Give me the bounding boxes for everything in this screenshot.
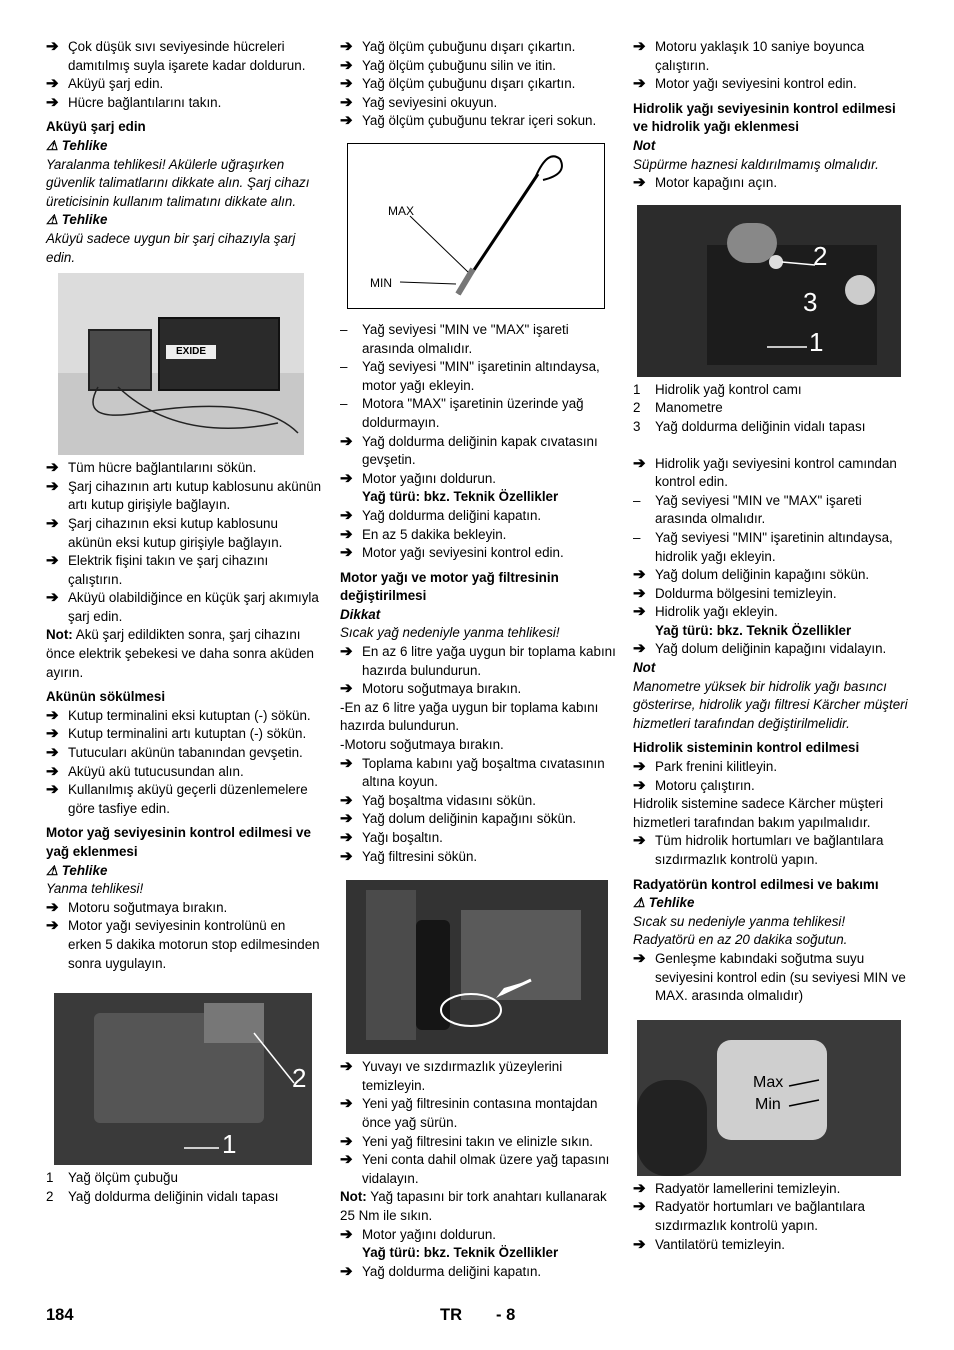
note-text: Manometre yüksek bir hidrolik yağı basıncı gösterirse, hidrolik yağı filtresi Kärcher müşteri hizmetleri tarafından değiştirilmelidir. [633,678,908,731]
arrow-icon: ➔ [46,93,59,111]
legend-item: 3 Yağ doldurma deliğinin vidalı tapası [633,418,866,434]
photo-leader-lines [637,205,901,377]
step: ➔ Yağ doldurma deliğinin kapak cıvatasını gevşetin. [340,433,616,470]
step: ➔ Yağ seviyesini okuyun. [340,93,498,111]
photo-label-2: 2 [813,240,828,271]
arrow-icon: ➔ [340,847,353,865]
arrow-icon: ➔ [340,38,353,55]
dipstick-diagram [347,143,605,309]
plain-text: -En az 6 litre yağa uygun bir toplama kabını hazırda bulundurun. [340,699,599,734]
arrow-icon: ➔ [340,1058,353,1076]
arrow-icon: ➔ [633,38,646,55]
arrow-icon: ➔ [340,1151,353,1169]
warning-triangle-icon: ⚠ [633,895,646,911]
step: ➔ Motor kapağını açın. [633,174,778,192]
column-3 [633,38,909,1254]
min-label: Min [755,1095,781,1113]
step: ➔ Tüm hücre bağlantılarını sökün. [46,459,257,477]
dash-item: – Yağ seviyesi "MIN" işaretinin altındaysa, motor yağı ekleyin. [340,359,600,393]
plain-text: Hidrolik sistemine sadece Kärcher müşteri hizmetleri tarafından bakım yapılmalıdır. [633,796,884,830]
warning-label: ⚠ Tehlike [633,895,695,911]
step: ➔ Aküyü akü tutucusundan alın. [46,762,244,780]
arrow-icon: ➔ [46,477,59,495]
step: ➔ Yağ ölçüm çubuğunu dışarı çıkartın. [340,75,576,93]
column-1 [46,38,322,1206]
arrow-icon: ➔ [633,640,646,658]
arrow-icon: ➔ [340,829,353,846]
note-label: Not [633,660,656,676]
warning-triangle-icon: ⚠ [46,212,59,228]
hydraulic-tank-photo [637,205,901,377]
battery-charger-photo: EXIDE [58,273,304,455]
arrow-icon: ➔ [340,810,353,828]
language-code: TR [440,1306,462,1324]
arrow-icon: ➔ [340,506,353,524]
section-heading: Motor yağı ve motor yağ filtresinin değiştirilmesi [340,569,559,604]
section-heading: Aküyü şarj edin [46,119,146,135]
arrow-icon: ➔ [46,514,59,532]
step: ➔ Yağ ölçüm çubuğunu tekrar içeri sokun. [340,112,597,130]
page-number: 184 [46,1306,74,1324]
arrow-icon: ➔ [340,643,353,661]
arrow-icon: ➔ [46,898,59,916]
dash-item: – Yağ seviyesi "MIN" işaretinin altındaysa, hidrolik yağı ekleyin. [633,529,893,564]
step: ➔ Motoru soğutmaya bırakın. [340,680,522,698]
step: ➔ Doldurma bölgesini temizleyin. [633,584,837,602]
photo-label-1: 1 [809,326,824,357]
arrow-icon: ➔ [340,56,353,74]
arrow-icon: ➔ [633,832,646,850]
arrow-icon: ➔ [340,1225,353,1243]
step: ➔ Yeni yağ filtresinin contasına montajdan önce yağ sürün. [340,1095,616,1132]
section-heading: Hidrolik yağı seviyesinin kontrol edilmesi ve hidrolik yağı eklenmesi [633,100,896,135]
cable-lines [58,273,304,455]
note: Not: Akü şarj edildikten sonra, şarj cihazını önce elektrik şebekesi ve daha sonra aküden ayırın. [46,627,314,680]
step: ➔ En az 5 dakika bekleyin. [340,525,507,543]
legend-item: 2 Yağ doldurma deliğinin vidalı tapası [46,1188,279,1204]
max-label: MAX [388,203,415,218]
section-heading: Motor yağ seviyesinin kontrol edilmesi ve yağ eklenmesi [46,825,311,859]
step: ➔ Yuvayı ve sızdırmazlık yüzeylerini temizleyin. [340,1058,616,1095]
step: ➔ Motor yağını doldurun. [340,469,496,487]
step: ➔ Şarj cihazının eksi kutup kablosunu akünün eksi kutup girişiyle bağlayın. [46,515,322,552]
step: ➔ Radyatör hortumları ve bağlantılara sızdırmazlık kontrolü yapın. [633,1198,909,1235]
step: ➔ Motor yağı seviyesini kontrol edin. [340,544,564,562]
arrow-icon: ➔ [340,93,353,111]
step: ➔ Elektrik fişini takın ve şarj cihazını çalıştırın. [46,552,322,589]
step: ➔ Kullanılmış aküyü geçerli düzenlemelere göre tasfiye edin. [46,781,322,818]
step: ➔ Yağ doldurma deliğini kapatın. [340,506,542,524]
legend-item: 2 Manometre [633,400,723,416]
photo-leader-lines [54,993,312,1165]
step: ➔ Çok düşük sıvı seviyesinde hücreleri damıtılmış suyla işarete kadar doldurun. [46,38,322,75]
warning-text: Yaralanma tehlikesi! Akülerle uğraşırken güvenlik talimatlarını dikkate alın. Şarj cihazı üreticisinin kullanım talimatını dikkate alın. [46,156,310,209]
step: ➔ Radyatör lamellerini temizleyin. [633,1179,841,1197]
arrow-icon: ➔ [46,75,59,93]
arrow-icon: ➔ [340,1132,353,1150]
step: ➔ Yağ doldurma deliğini kapatın. [340,1262,542,1280]
step: ➔ Yeni conta dahil olmak üzere yağ tapasını vidalayın. [340,1151,616,1188]
arrow-icon: ➔ [633,75,646,93]
section-page: - 8 [496,1306,516,1324]
dash-item: – Yağ seviyesi "MIN ve "MAX" işareti arasında olmalıdır. [633,492,862,527]
oil-type: Yağ türü: bkz. Teknik Özellikler [362,1245,559,1261]
note-label: Not [633,137,656,153]
step: ➔ Motor yağı seviyesinin kontrolünü en erken 5 dakika motorun stop edilmesinden sonra uygulayın. [46,917,322,973]
warning-text: Sıcak su nedeniyle yanma tehlikesi! Radyatörü en az 20 dakika soğutun. [633,913,848,948]
step: ➔ Hidrolik yağı seviyesini kontrol camından kontrol edin. [633,455,909,492]
arrow-icon: ➔ [633,758,646,776]
step: ➔ Vantilatörü temizleyin. [633,1235,785,1253]
arrow-icon: ➔ [633,566,646,584]
warning-label: ⚠ Tehlike [46,137,108,153]
arrow-icon: ➔ [46,589,59,607]
note-text: Süpürme haznesi kaldırılmamış olmalıdır. [633,156,879,172]
arrow-icon: ➔ [46,781,59,799]
arrow-icon: ➔ [46,744,59,762]
photo-label-2: 2 [292,1063,307,1094]
arrow-icon: ➔ [340,112,353,130]
arrow-icon: ➔ [46,552,59,570]
legend-item: 1 Hidrolik yağ kontrol camı [633,381,802,397]
arrow-icon: ➔ [633,949,646,967]
warning-triangle-icon: ⚠ [46,137,59,153]
dash-item: – Yağ seviyesi "MIN ve "MAX" işareti arasında olmalıdır. [340,321,569,356]
arrow-icon: ➔ [340,791,353,809]
step: ➔ Kutup terminalini eksi kutuptan (-) sökün. [46,706,311,724]
arrow-icon: ➔ [340,1262,353,1280]
arrow-icon: ➔ [633,454,646,472]
arrow-icon: ➔ [46,762,59,780]
arrow-icon: ➔ [340,1095,353,1113]
coolant-tank-photo [637,1020,901,1176]
arrow-icon: ➔ [633,174,646,192]
plain-text: -Motoru soğutmaya bırakın. [340,737,504,753]
step: ➔ Yağ dolum deliğinin kapağını vidalayın. [633,640,887,658]
arrow-icon: ➔ [340,75,353,93]
arrow-icon: ➔ [633,1198,646,1216]
oil-type: Yağ türü: bkz. Teknik Özellikler [362,489,559,505]
caution-text: Sıcak yağ nedeniyle yanma tehlikesi! [340,625,560,641]
arrow-icon: ➔ [633,1235,646,1253]
step: ➔ Yağ dolum deliğinin kapağını sökün. [633,566,870,584]
oil-type: Yağ türü: bkz. Teknik Özellikler [655,622,852,638]
step: ➔ Yağı boşaltın. [340,829,443,846]
step: ➔ Motor yağını doldurun. [340,1225,496,1243]
step: ➔ Aküyü olabildiğince en küçük şarj akımıyla şarj edin. [46,589,322,626]
arrow-icon: ➔ [340,544,353,562]
step: ➔ Motoru yaklaşık 10 saniye boyunca çalıştırın. [633,38,909,75]
step: ➔ Yağ dolum deliğinin kapağını sökün. [340,810,577,828]
caution-label: Dikkat [340,606,381,622]
step: ➔ Kutup terminalini artı kutuptan (-) sökün. [46,725,307,743]
arrow-icon: ➔ [340,469,353,487]
warning-label: ⚠ Tehlike [46,212,108,228]
step: ➔ Genleşme kabındaki soğutma suyu seviyesini kontrol edin (su seviyesi MIN ve MAX. arasında olmalıdır) [633,950,909,1006]
step: ➔ Motoru soğutmaya bırakın. [46,898,228,916]
engine-photo [54,993,312,1165]
step: ➔ Aküyü şarj edin. [46,75,164,93]
arrow-icon: ➔ [340,525,353,543]
step: ➔ Yağ ölçüm çubuğunu silin ve itin. [340,56,557,74]
arrow-icon: ➔ [46,917,59,935]
arrow-icon: ➔ [46,38,59,55]
warning-text: Aküyü sadece uygun bir şarj cihazıyla şarj edin. [46,230,296,265]
arrow-icon: ➔ [46,725,59,743]
arrow-icon [346,880,608,1054]
step: ➔ Motoru çalıştırın. [633,776,755,794]
step: ➔ Şarj cihazının artı kutup kablosunu akünün artı kutup girişiyle bağlayın. [46,478,322,515]
step: ➔ Toplama kabını yağ boşaltma cıvatasının altına koyun. [340,755,616,792]
column-2 [340,38,616,1281]
arrow-icon: ➔ [46,459,59,477]
step: ➔ Hidrolik yağı ekleyin. [633,603,778,621]
step: ➔ Yağ filtresini sökün. [340,847,478,865]
arrow-icon: ➔ [633,584,646,602]
step: ➔ Yağ boşaltma vidasını sökün. [340,791,536,809]
arrow-icon: ➔ [633,603,646,621]
step: ➔ Tüm hidrolik hortumları ve bağlantılara sızdırmazlık kontrolü yapın. [633,832,909,869]
step: ➔ En az 6 litre yağa uygun bir toplama kabını hazırda bulundurun. [340,643,616,680]
warning-text: Yanma tehlikesi! [46,881,144,897]
photo-label-1: 1 [222,1129,237,1160]
section-heading: Hidrolik sisteminin kontrol edilmesi [633,740,860,756]
section-heading: Radyatörün kontrol edilmesi ve bakımı [633,876,879,892]
warning-label: ⚠ Tehlike [46,862,108,878]
step: ➔ Yağ ölçüm çubuğunu dışarı çıkartın. [340,38,576,55]
step: ➔ Park frenini kilitleyin. [633,758,778,776]
arrow-icon: ➔ [633,1179,646,1197]
arrow-icon: ➔ [340,432,353,450]
step: ➔ Tutucuları akünün tabanından gevşetin. [46,744,303,762]
step: ➔ Hücre bağlantılarını takın. [46,93,222,111]
arrow-icon: ➔ [340,680,353,698]
oil-filter-photo [346,880,608,1054]
step: ➔ Yeni yağ filtresini takın ve elinizle sıkın. [340,1132,593,1150]
arrow-icon: ➔ [340,754,353,772]
min-label: MIN [370,275,392,290]
warning-triangle-icon: ⚠ [46,862,59,878]
photo-label-3: 3 [803,286,818,317]
legend-item: 1 Yağ ölçüm çubuğu [46,1170,178,1186]
arrow-icon: ➔ [46,706,59,724]
arrow-icon: ➔ [633,776,646,794]
step: ➔ Motor yağı seviyesini kontrol edin. [633,75,857,93]
dash-item: – Motora "MAX" işaretinin üzerinde yağ doldurmayın. [340,396,584,430]
note: Not: Yağ tapasını bir tork anahtarı kullanarak 25 Nm ile sıkın. [340,1189,607,1223]
max-label: Max [753,1073,784,1091]
section-heading: Akünün sökülmesi [46,689,166,705]
